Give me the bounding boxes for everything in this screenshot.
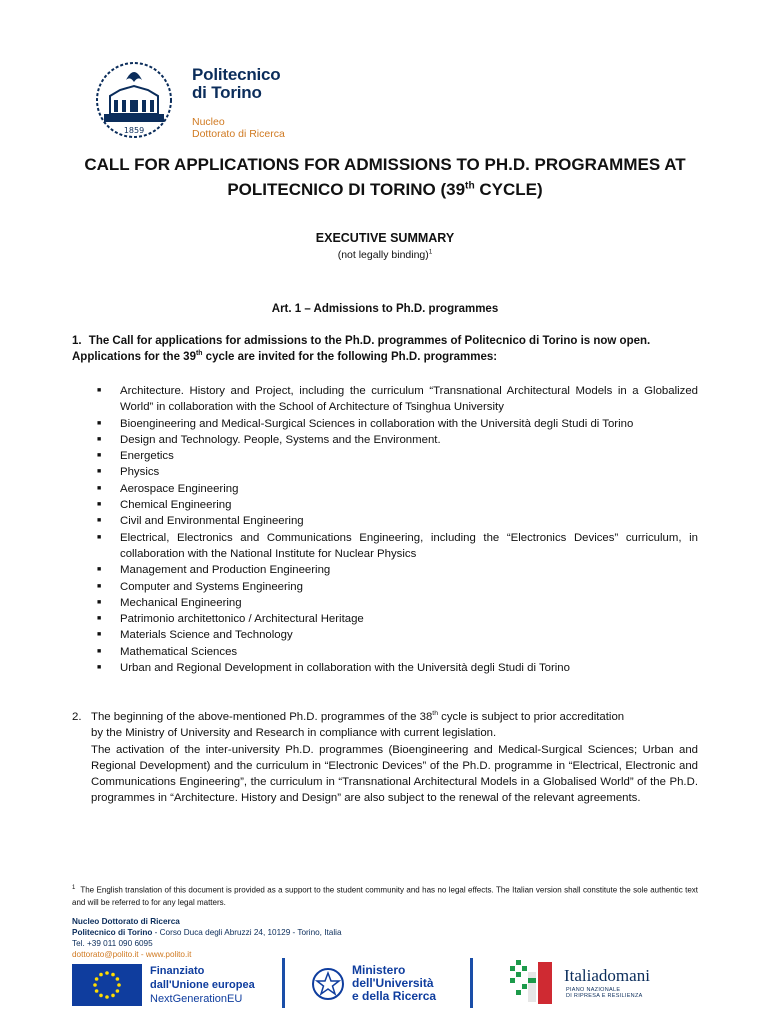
programme-list-item: ■ Management and Production Engineering xyxy=(72,562,698,578)
paragraph-1-line-1: The Call for applications for admissions to the Ph.D. programmes of Politecnico di Torino is now open. xyxy=(88,335,651,347)
italiadomani-sub-line-1: PIANO NAZIONALE xyxy=(566,987,621,993)
programme-list-item: ■ Energetics xyxy=(72,448,698,464)
paragraph-2 xyxy=(72,709,698,807)
eu-text-line-2: dall'Unione europea xyxy=(150,979,255,991)
title-line-1: CALL FOR APPLICATIONS FOR ADMISSIONS TO PH.D. PROGRAMMES AT xyxy=(84,155,686,174)
ministry-line-3: e della Ricerca xyxy=(352,989,437,1003)
programme-list-item: ■ Mechanical Engineering xyxy=(72,595,698,611)
paragraph-2-rest: The activation of the inter-university Ph.D. programmes (Bioengineering and Medical-Surgical Sciences; Urban and Regional Development) and the curriculum in “Electronic Devices” of the Ph.D. programme in “Electrical, Electronic and Communications Engineering”, the curriculum in “Transnational Architectural Models in a Globalised World” of the Ph.D. programmes in “Architecture. History and Design” are also subject to the renewal of the relevant agreements. xyxy=(91,743,698,805)
logo-name-line-1: Politecnico xyxy=(192,65,281,84)
paragraph-number: 2. xyxy=(72,711,82,723)
ministry-text xyxy=(352,964,436,1003)
paragraph-1 xyxy=(72,333,700,365)
programme-list-item: ■ Physics xyxy=(72,464,698,480)
logo-subtitle xyxy=(192,116,285,140)
programme-list-item: ■ Electrical, Electronics and Communications Engineering, including the “Electronics Devices” curriculum, in collaboration with the National Institute for Nuclear Physics xyxy=(72,530,698,563)
phd-programmes-list xyxy=(72,383,698,676)
footer-divider xyxy=(282,958,285,1008)
italiadomani-sub-line-2: DI RIPRESA E RESILIENZA xyxy=(566,993,643,999)
footer-web[interactable]: dottorato@polito.it - www.polito.it xyxy=(72,950,192,959)
footer-org: Nucleo Dottorato di Ricerca xyxy=(72,917,180,926)
footnote xyxy=(72,882,698,909)
ministry-line-1: Ministero xyxy=(352,963,406,977)
logo-name xyxy=(192,66,281,102)
paragraph-number: 1. xyxy=(72,335,82,347)
paragraph-1-line-2: Applications for the 39th cycle are invited for the following Ph.D. programmes: xyxy=(72,350,498,363)
logo-sub-line-2: Dottorato di Ricerca xyxy=(192,128,285,140)
logo-year: 1859 xyxy=(123,126,145,135)
eu-text-line-3: NextGenerationEU xyxy=(150,993,243,1005)
programme-list-item: ■ Bioengineering and Medical-Surgical Sciences in collaboration with the Università degli Studi di Torino xyxy=(72,416,698,432)
programme-list-item: ■ Aerospace Engineering xyxy=(72,481,698,497)
programme-list-item: ■ Mathematical Sciences xyxy=(72,644,698,660)
executive-summary-heading: EXECUTIVE SUMMARY xyxy=(315,231,455,245)
italian-republic-emblem-icon xyxy=(310,964,346,1004)
programme-list-item: ■ Chemical Engineering xyxy=(72,497,698,513)
document-title xyxy=(60,152,710,202)
paragraph-2-line-1: The beginning of the above-mentioned Ph.D. programmes of the 38th cycle is subject to prior accreditation xyxy=(91,710,625,723)
programme-list-item: ■ Patrimonio architettonico / Architectural Heritage xyxy=(72,611,698,627)
article-heading: Art. 1 – Admissions to Ph.D. programmes xyxy=(271,303,499,315)
footnote-text: The English translation of this document is provided as a support to the student community and has no legal effects. The Italian version shall constitute the sole authentic text and will be referred to for any legal matters. xyxy=(72,885,698,907)
footer-phone: Tel. +39 011 090 6095 xyxy=(72,939,153,948)
logo-sub-line-1: Nucleo xyxy=(192,116,225,128)
ministry-line-2: dell'Università xyxy=(352,976,434,990)
logo-name-line-2: di Torino xyxy=(192,83,262,102)
programme-list-item: ■ Civil and Environmental Engineering xyxy=(72,513,698,529)
paragraph-2-line-2: by the Ministry of University and Research in compliance with current legislation. xyxy=(91,727,497,740)
italiadomani-wordmark: Italiadomani xyxy=(564,966,650,985)
programme-list-item: ■ Materials Science and Technology xyxy=(72,627,698,643)
footnote-reference: 1 xyxy=(428,248,433,256)
not-legally-binding-note: (not legally binding)$^1$ xyxy=(337,248,433,261)
footer-contact xyxy=(72,916,342,960)
footer-address-line: Politecnico di Torino - Corso Duca degli Abruzzi 24, 10129 - Torino, Italia xyxy=(72,928,342,937)
programme-list-item: ■ Design and Technology. People, Systems and the Environment. xyxy=(72,432,698,448)
programme-list-item: ■ Architecture. History and Project, including the curriculum “Transnational Architectural Models in a Globalized World” in collaboration with the School of Architecture of Tsinghua University xyxy=(72,383,698,416)
politecnico-seal-logo xyxy=(90,60,182,140)
eu-flag-icon xyxy=(72,964,142,1006)
programme-list-item: ■ Urban and Regional Development in collaboration with the Università degli Studi di Torino xyxy=(72,660,698,676)
programme-list-item: ■ Computer and Systems Engineering xyxy=(72,579,698,595)
italiadomani-subtitle xyxy=(566,987,643,999)
footnote-mark: 1 xyxy=(72,885,76,891)
eu-funding-text xyxy=(150,964,255,1006)
italiadomani-mark-icon xyxy=(506,956,562,1008)
title-line-2: POLITECNICO DI TORINO (39th CYCLE) xyxy=(227,180,543,199)
footer-divider xyxy=(470,958,473,1008)
eu-text-line-1: Finanziato xyxy=(150,965,205,977)
